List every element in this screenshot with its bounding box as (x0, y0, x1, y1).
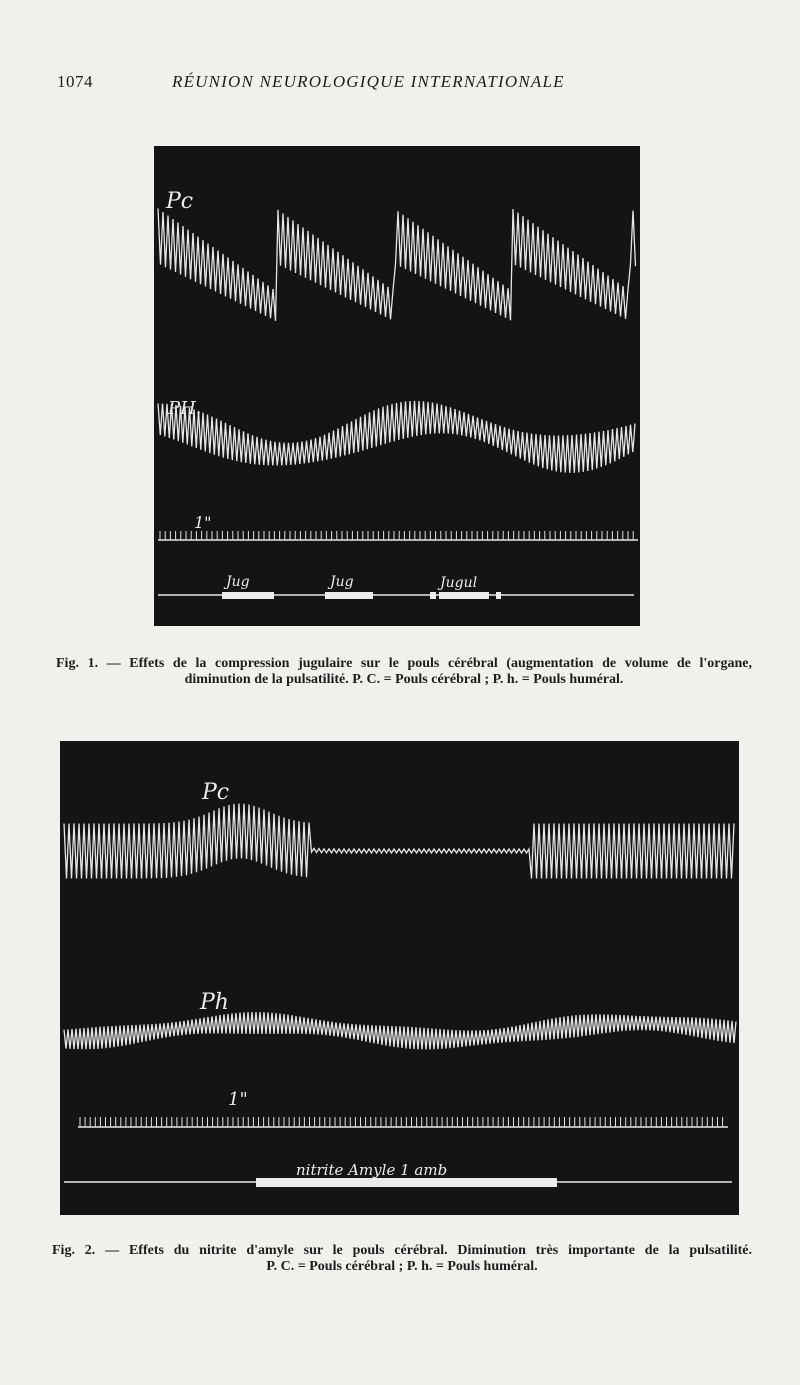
marker-label-3: Jugul (440, 575, 478, 591)
figure-1-photograph (154, 146, 640, 626)
figure-1-caption (56, 656, 752, 688)
inhalation-marker (256, 1178, 557, 1187)
compression-marker-3a (430, 592, 436, 599)
marker-label-2: Jug (330, 574, 354, 590)
time-ticks (80, 1117, 723, 1127)
caption-line: diminution de la pulsatilité. P. C. = Pouls cérébral ; P. h. = Pouls huméral. (184, 672, 624, 687)
compression-marker-3b (439, 592, 489, 599)
figure-2-caption (52, 1243, 752, 1275)
compression-marker-3c (496, 592, 501, 599)
cerebral-pulse-trace (64, 804, 734, 879)
compression-marker-1 (222, 592, 274, 599)
compression-marker-2 (325, 592, 373, 599)
humeral-pulse-trace (158, 401, 635, 473)
label-ph: PH. (168, 398, 202, 419)
humeral-pulse-trace (64, 1012, 736, 1049)
label-one-second: 1" (194, 513, 212, 532)
caption-line: Fig. 2. — Effets du nitrite d'amyle sur le pouls cérébral. Diminution très importante de la pulsatilité. (52, 1243, 752, 1258)
time-ticks (160, 531, 633, 540)
caption-line: Fig. 1. — Effets de la compression jugulaire sur le pouls cérébral (augmentation de volume de l'organe, (56, 656, 752, 671)
marker-label: nitrite Amyle 1 amb (296, 1161, 448, 1179)
running-title: RÉUNION NEUROLOGIQUE INTERNATIONALE (172, 72, 565, 91)
label-pc: Pc (166, 189, 194, 214)
label-pc: Pc (202, 780, 230, 805)
marker-label-1: Jug (226, 574, 250, 590)
page-number: 1074 (57, 72, 93, 91)
caption-line: P. C. = Pouls cérébral ; P. h. = Pouls huméral. (266, 1259, 538, 1274)
label-ph: Ph (200, 990, 229, 1015)
figure-2-photograph (60, 741, 739, 1215)
cerebral-pulse-trace (158, 209, 636, 321)
label-one-second: 1" (228, 1089, 248, 1110)
